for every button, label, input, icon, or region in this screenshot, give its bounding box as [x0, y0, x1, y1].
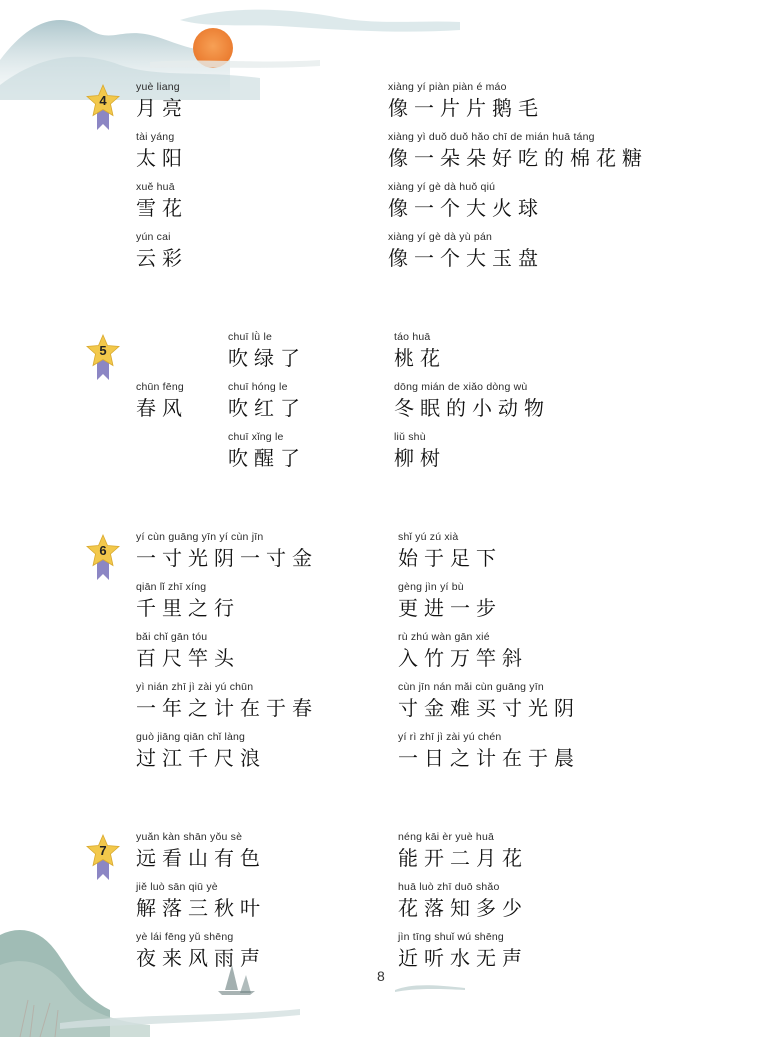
phrase-card	[136, 680, 318, 722]
section-number: 6	[99, 543, 107, 558]
hanzi: 春风	[136, 396, 188, 420]
pinyin: yún cai	[136, 231, 171, 243]
pinyin: xuě huā	[136, 181, 175, 193]
hanzi: 入竹万竿斜	[398, 646, 528, 670]
pinyin: chuī xǐng le	[228, 431, 284, 443]
phrase-card	[136, 880, 266, 922]
phrase-card	[136, 580, 240, 622]
hanzi: 吹绿了	[228, 346, 306, 370]
phrase-card	[394, 330, 446, 372]
pinyin: jiě luò sān qiū yè	[136, 881, 218, 893]
hanzi: 柳树	[394, 446, 446, 470]
pinyin: guò jiāng qiān chǐ làng	[136, 731, 246, 743]
pinyin: gèng jìn yí bù	[398, 581, 464, 593]
page-number: 8	[377, 968, 385, 984]
pinyin: yè lái fēng yǔ shēng	[136, 931, 234, 943]
phrase-card	[398, 680, 580, 722]
phrase-card	[136, 630, 240, 672]
section-4-star-badge	[86, 84, 120, 132]
pinyin: yuǎn kàn shān yǒu sè	[136, 831, 243, 843]
phrase-card	[136, 380, 188, 422]
pinyin: táo huā	[394, 331, 431, 343]
phrase-card	[136, 180, 188, 222]
hanzi: 冬眠的小动物	[394, 396, 550, 420]
phrase-card	[388, 180, 544, 222]
phrase-card	[398, 880, 528, 922]
pinyin: chūn fēng	[136, 381, 184, 393]
hanzi: 像一个大火球	[388, 196, 544, 220]
pinyin: chuī lǜ le	[228, 331, 273, 343]
phrase-card	[136, 830, 266, 872]
hanzi: 一日之计在于晨	[398, 746, 580, 770]
hanzi: 月亮	[136, 96, 188, 120]
phrase-card	[398, 630, 528, 672]
pinyin: yì nián zhī jì zài yú chūn	[136, 681, 254, 693]
pinyin: bǎi chǐ gān tóu	[136, 631, 208, 643]
hanzi: 雪花	[136, 196, 188, 220]
hanzi: 花落知多少	[398, 896, 528, 920]
hanzi: 一寸光阴一寸金	[136, 546, 318, 570]
hanzi: 寸金难买寸光阴	[398, 696, 580, 720]
hanzi: 能开二月花	[398, 846, 528, 870]
hanzi: 云彩	[136, 246, 188, 270]
section-number: 5	[99, 343, 107, 358]
phrase-card	[228, 330, 306, 372]
phrase-card	[398, 730, 580, 772]
section-5-star-badge	[86, 334, 120, 382]
hanzi: 百尺竿头	[136, 646, 240, 670]
water-ripple-decoration	[395, 980, 465, 996]
phrase-card	[228, 380, 306, 422]
pinyin: qiān lǐ zhī xíng	[136, 581, 207, 593]
section-7-star-badge	[86, 834, 120, 882]
phrase-card	[136, 730, 266, 772]
hanzi: 过江千尺浪	[136, 746, 266, 770]
pinyin: chuī hóng le	[228, 381, 288, 393]
phrase-card	[136, 230, 188, 272]
hanzi: 太阳	[136, 146, 188, 170]
section-6-star-badge	[86, 534, 120, 582]
pinyin: yí rì zhī jì zài yú chén	[398, 731, 502, 743]
hanzi: 像一个大玉盘	[388, 246, 544, 270]
phrase-card	[136, 530, 318, 572]
phrase-card	[398, 830, 528, 872]
pinyin: xiàng yí gè dà yù pán	[388, 231, 493, 243]
pinyin: xiàng yí gè dà huǒ qiú	[388, 181, 496, 193]
hanzi: 像一片片鹅毛	[388, 96, 544, 120]
pinyin: xiàng yí piàn piàn é máo	[388, 81, 507, 93]
section-number: 7	[99, 843, 107, 858]
hanzi: 一年之计在于春	[136, 696, 318, 720]
pinyin: yuè liang	[136, 81, 180, 93]
section-number: 4	[99, 93, 107, 108]
pinyin: liǔ shù	[394, 431, 426, 443]
pinyin: cùn jīn nán mǎi cùn guāng yīn	[398, 681, 544, 693]
pinyin: yí cùn guāng yīn yí cùn jīn	[136, 531, 264, 543]
hanzi: 千里之行	[136, 596, 240, 620]
phrase-card	[136, 130, 188, 172]
hanzi: 更进一步	[398, 596, 502, 620]
pinyin: néng kāi èr yuè huā	[398, 831, 495, 843]
phrase-card	[136, 930, 266, 972]
hanzi: 吹红了	[228, 396, 306, 420]
hanzi: 像一朵朵好吃的棉花糖	[388, 146, 648, 170]
hanzi: 夜来风雨声	[136, 946, 266, 970]
hanzi: 远看山有色	[136, 846, 266, 870]
phrase-card	[398, 930, 528, 972]
phrase-card	[398, 530, 502, 572]
phrase-card	[228, 430, 306, 472]
phrase-card	[394, 380, 550, 422]
pinyin: shǐ yú zú xià	[398, 531, 459, 543]
phrase-card	[136, 80, 188, 122]
pinyin: huā luò zhī duō shǎo	[398, 881, 500, 893]
phrase-card	[388, 80, 544, 122]
pinyin: tài yáng	[136, 131, 175, 143]
hanzi: 吹醒了	[228, 446, 306, 470]
pinyin: xiàng yì duǒ duǒ hǎo chī de mián huā táng	[388, 131, 595, 143]
phrase-card	[388, 230, 544, 272]
phrase-card	[394, 430, 446, 472]
pinyin: dōng mián de xiǎo dòng wù	[394, 381, 528, 393]
hanzi: 桃花	[394, 346, 446, 370]
phrase-card	[388, 130, 648, 172]
pinyin: jìn tīng shuǐ wú shēng	[398, 931, 504, 943]
hanzi: 始于足下	[398, 546, 502, 570]
pinyin: rù zhú wàn gān xié	[398, 631, 490, 643]
hanzi: 解落三秋叶	[136, 896, 266, 920]
phrase-card	[398, 580, 502, 622]
hanzi: 近听水无声	[398, 946, 528, 970]
